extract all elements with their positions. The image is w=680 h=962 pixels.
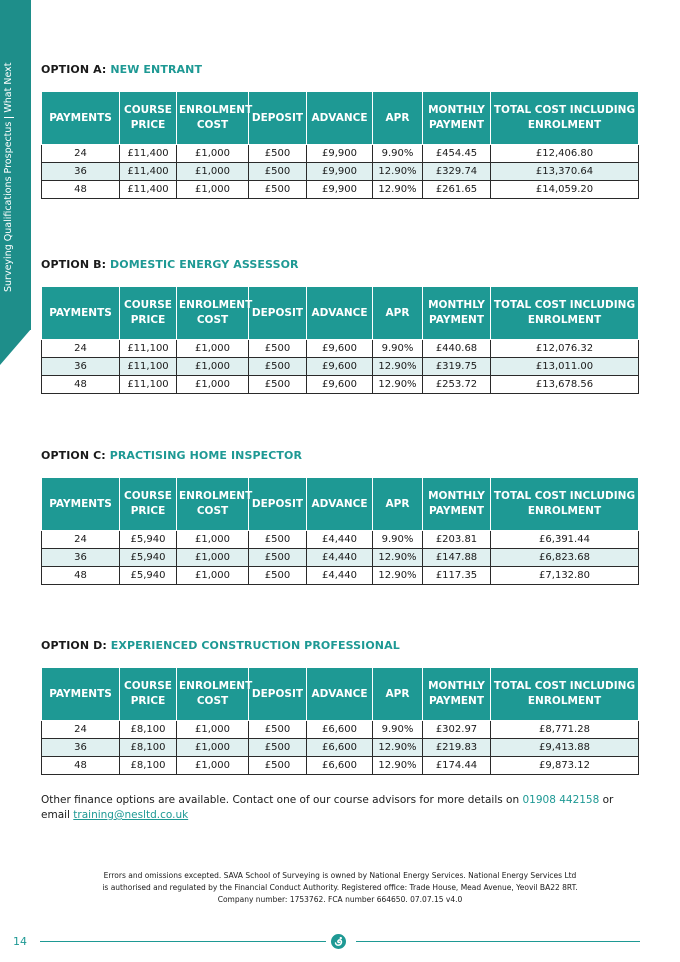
table-cell: 24 [42,340,120,358]
table-cell: £11,400 [120,181,177,199]
column-header: MONTHLY PAYMENT [423,287,491,340]
table-row [42,376,639,394]
table-cell: £1,000 [177,757,249,775]
table-cell: 9.90% [373,531,423,549]
table-cell: £4,440 [307,567,373,585]
table-cell: £6,823.68 [491,549,639,567]
table-cell: 9.90% [373,145,423,163]
prospectus-label: Surveying Qualifications Prospectus [3,121,14,292]
table-cell: 9.90% [373,340,423,358]
column-header: DEPOSIT [249,92,307,145]
column-header: MONTHLY PAYMENT [423,478,491,531]
table-cell: £500 [249,757,307,775]
table-cell: £6,600 [307,721,373,739]
option-c-name: PRACTISING HOME INSPECTOR [109,449,303,462]
table-cell: £500 [249,721,307,739]
table-cell: £11,100 [120,340,177,358]
table-cell: £9,413.88 [491,739,639,757]
table-cell: £1,000 [177,181,249,199]
column-header: ENROLMENT COST [177,92,249,145]
table-cell: £12,076.32 [491,340,639,358]
table-cell: £6,600 [307,757,373,775]
footer-rule-right [356,941,640,942]
column-header: APR [373,92,423,145]
sidebar-separator [4,117,14,118]
option-c-title [41,449,638,462]
option-d-name: EXPERIENCED CONSTRUCTION PROFESSIONAL [110,639,400,652]
option-a-table [41,91,639,199]
option-a-name: NEW ENTRANT [110,63,203,76]
sava-logo-icon [331,934,346,949]
option-b-table [41,286,639,394]
table-cell: £9,600 [307,358,373,376]
table-cell: 12.90% [373,181,423,199]
column-header: APR [373,287,423,340]
table-cell: £8,100 [120,739,177,757]
column-header: DEPOSIT [249,668,307,721]
table-cell: £219.83 [423,739,491,757]
table-cell: 9.90% [373,721,423,739]
table-cell: £253.72 [423,376,491,394]
table-cell: 36 [42,163,120,181]
table-cell: £9,600 [307,340,373,358]
table-row [42,531,639,549]
table-cell: £1,000 [177,549,249,567]
table-row [42,163,639,181]
table-cell: £9,873.12 [491,757,639,775]
table-cell: £13,678.56 [491,376,639,394]
column-header: PAYMENTS [42,478,120,531]
column-header: ENROLMENT COST [177,478,249,531]
column-header: ADVANCE [307,287,373,340]
column-header: COURSE PRICE [120,287,177,340]
option-c-section [41,449,638,585]
column-header: ADVANCE [307,478,373,531]
option-d-section [41,639,638,775]
footnote-text-or: or [599,794,614,806]
option-c-table [41,477,639,585]
option-b-title [41,258,638,271]
table-cell: £8,771.28 [491,721,639,739]
column-header: COURSE PRICE [120,478,177,531]
table-cell: 12.90% [373,358,423,376]
table-cell: £302.97 [423,721,491,739]
table-row [42,181,639,199]
table-cell: £440.68 [423,340,491,358]
column-header: DEPOSIT [249,287,307,340]
column-header: PAYMENTS [42,668,120,721]
option-d-table [41,667,639,775]
column-header: COURSE PRICE [120,668,177,721]
table-cell: £7,132.80 [491,567,639,585]
table-row [42,567,639,585]
table-cell: £9,600 [307,376,373,394]
table-cell: £261.65 [423,181,491,199]
table-cell: 12.90% [373,163,423,181]
table-cell: £9,900 [307,181,373,199]
column-header: ADVANCE [307,92,373,145]
option-a-section [41,63,638,199]
table-cell: £11,100 [120,376,177,394]
footnote-text: Other finance options are available. Contact one of our course advisors for more details on [41,794,523,806]
sidebar-band-tip [0,329,31,365]
table-cell: £500 [249,531,307,549]
footer-rule-left [40,941,326,942]
column-header: MONTHLY PAYMENT [423,668,491,721]
table-row [42,358,639,376]
table-cell: £500 [249,567,307,585]
table-cell: £12,406.80 [491,145,639,163]
table-header-row [42,287,639,340]
table-cell: £13,370.64 [491,163,639,181]
table-cell: 12.90% [373,567,423,585]
option-b-prefix: OPTION B: [41,258,111,271]
table-cell: £500 [249,181,307,199]
finance-footnote [41,793,641,823]
column-header: APR [373,668,423,721]
table-cell: £1,000 [177,376,249,394]
table-cell: £1,000 [177,340,249,358]
column-header: ADVANCE [307,668,373,721]
table-cell: £147.88 [423,549,491,567]
table-cell: £500 [249,340,307,358]
page-number: 14 [13,935,27,948]
table-cell: £8,100 [120,721,177,739]
table-cell: 48 [42,376,120,394]
column-header: COURSE PRICE [120,92,177,145]
table-cell: £1,000 [177,163,249,181]
table-cell: £11,400 [120,145,177,163]
table-cell: £319.75 [423,358,491,376]
table-cell: £6,600 [307,739,373,757]
table-cell: £13,011.00 [491,358,639,376]
column-header: ENROLMENT COST [177,668,249,721]
table-cell: £4,440 [307,549,373,567]
table-row [42,549,639,567]
table-cell: £203.81 [423,531,491,549]
table-cell: £1,000 [177,145,249,163]
table-cell: £329.74 [423,163,491,181]
table-row [42,340,639,358]
table-cell: 24 [42,531,120,549]
column-header: DEPOSIT [249,478,307,531]
column-header: TOTAL COST INCLUDING ENROLMENT [491,668,639,721]
table-cell: £6,391.44 [491,531,639,549]
table-row [42,739,639,757]
table-cell: £500 [249,549,307,567]
table-cell: £4,440 [307,531,373,549]
table-cell: £11,400 [120,163,177,181]
table-cell: 36 [42,358,120,376]
column-header: ENROLMENT COST [177,287,249,340]
table-cell: £1,000 [177,721,249,739]
table-header-row [42,478,639,531]
table-cell: £500 [249,739,307,757]
table-cell: 48 [42,181,120,199]
column-header: TOTAL COST INCLUDING ENROLMENT [491,92,639,145]
legal-disclaimer: Errors and omissions excepted. SAVA School of Surveying is owned by National Energy Services. National Energy Services Ltd is authorised and regulated by the Financial Conduct Authority. Registered office: Trade House, Mead Avenue, Yeovil BA22 8RT. Company number: 1753762. FCA number 664650. 07.07.15 v4.0 [102,871,578,904]
table-header-row [42,668,639,721]
table-cell: £117.35 [423,567,491,585]
table-cell: 36 [42,739,120,757]
footnote-email-label: email [41,809,74,821]
option-a-title [41,63,638,76]
table-header-row [42,92,639,145]
column-header: PAYMENTS [42,92,120,145]
section-label: What Next [3,62,14,113]
table-cell: 24 [42,721,120,739]
option-b-name: DOMESTIC ENERGY ASSESSOR [110,258,299,271]
table-cell: £500 [249,163,307,181]
table-cell: £174.44 [423,757,491,775]
column-header: MONTHLY PAYMENT [423,92,491,145]
phone-number: 01908 442158 [522,794,600,806]
column-header: TOTAL COST INCLUDING ENROLMENT [491,478,639,531]
table-cell: 12.90% [373,549,423,567]
table-cell: 12.90% [373,376,423,394]
column-header: APR [373,478,423,531]
option-d-title [41,639,638,652]
email-link[interactable]: training@nesltd.co.uk [73,809,189,821]
option-a-prefix: OPTION A: [41,63,111,76]
table-cell: £1,000 [177,531,249,549]
table-cell: £14,059.20 [491,181,639,199]
table-cell: £1,000 [177,739,249,757]
option-b-section [41,258,638,394]
table-cell: £5,940 [120,567,177,585]
table-cell: £11,100 [120,358,177,376]
table-cell: £1,000 [177,358,249,376]
table-cell: £9,900 [307,145,373,163]
table-row [42,721,639,739]
column-header: PAYMENTS [42,287,120,340]
table-cell: 36 [42,549,120,567]
table-row [42,145,639,163]
table-cell: £500 [249,145,307,163]
option-d-prefix: OPTION D: [41,639,111,652]
table-cell: £9,900 [307,163,373,181]
table-cell: 12.90% [373,757,423,775]
option-c-prefix: OPTION C: [41,449,110,462]
table-cell: 48 [42,757,120,775]
table-cell: 48 [42,567,120,585]
table-cell: £500 [249,376,307,394]
table-cell: £5,940 [120,549,177,567]
table-cell: £8,100 [120,757,177,775]
table-cell: £454.45 [423,145,491,163]
table-cell: £500 [249,358,307,376]
table-cell: 12.90% [373,739,423,757]
table-cell: £5,940 [120,531,177,549]
column-header: TOTAL COST INCLUDING ENROLMENT [491,287,639,340]
sidebar-label [3,32,14,292]
table-cell: £1,000 [177,567,249,585]
table-row [42,757,639,775]
table-cell: 24 [42,145,120,163]
